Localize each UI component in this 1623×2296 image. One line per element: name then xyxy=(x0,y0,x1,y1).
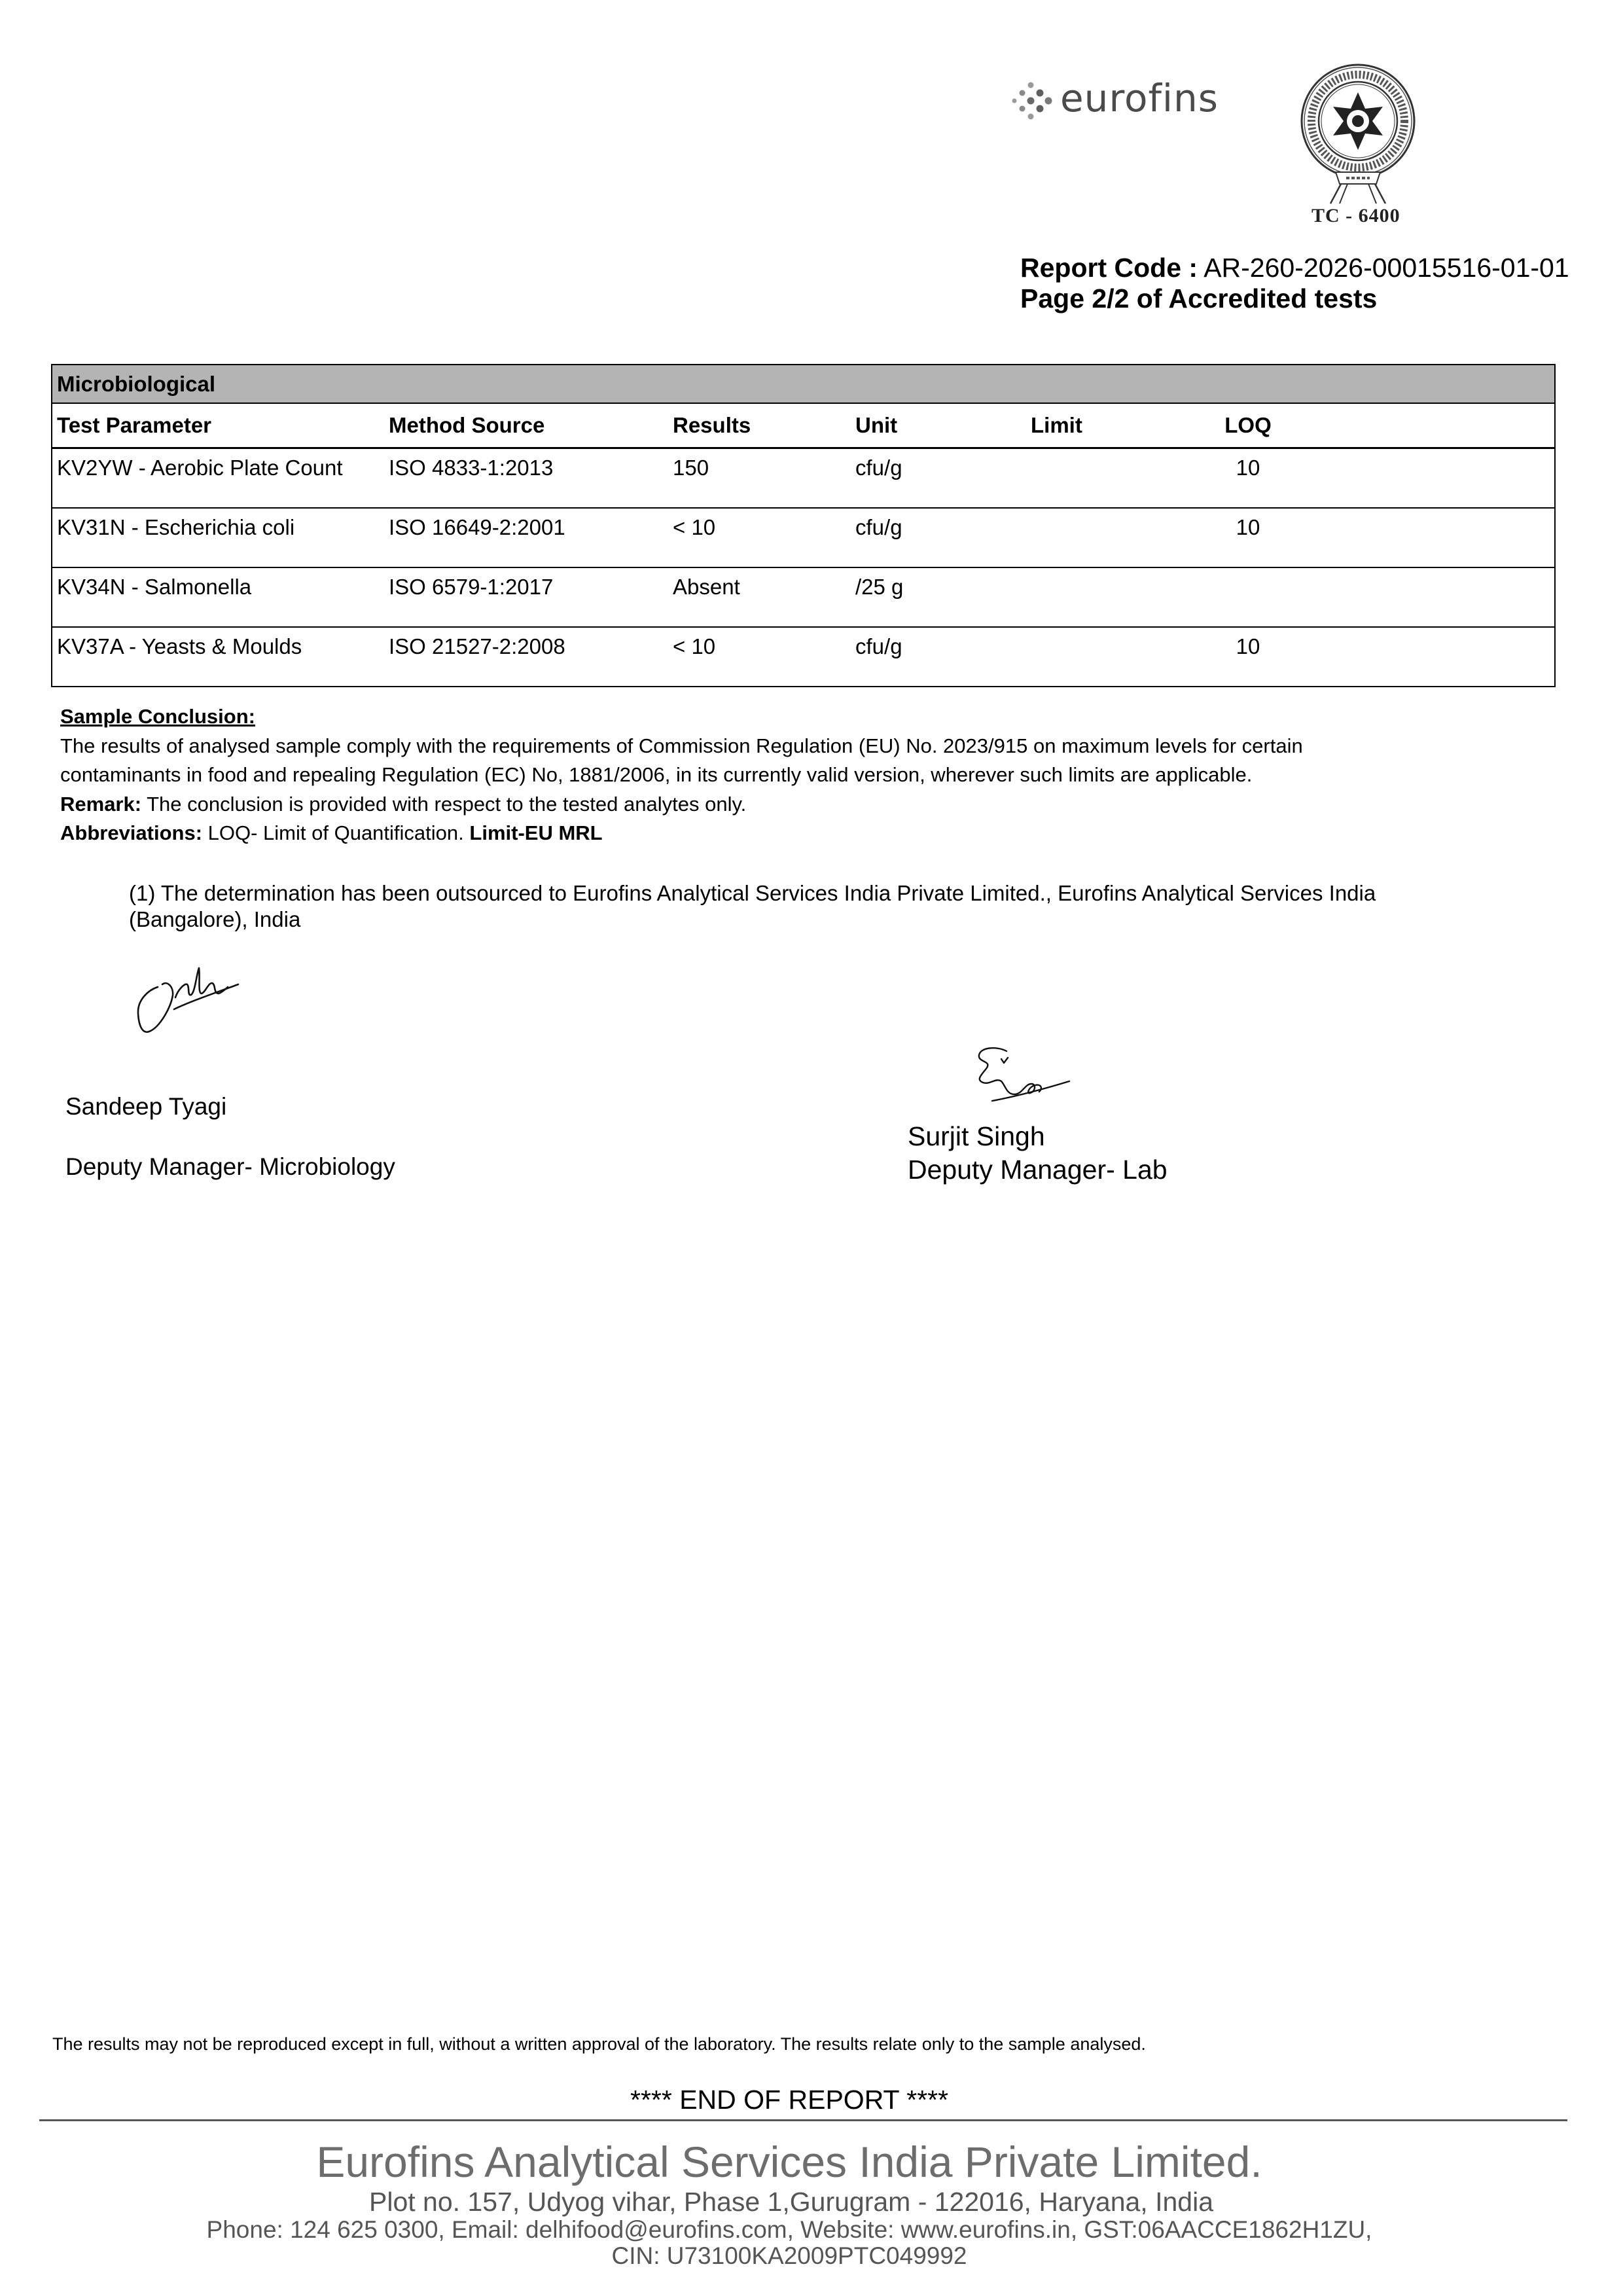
cell-result: 150 xyxy=(673,456,709,480)
seal-code: TC - 6400 xyxy=(1311,205,1400,226)
cell-result: < 10 xyxy=(673,634,716,658)
cell-parameter: KV37A - Yeasts & Moulds xyxy=(57,634,302,658)
cell-result: Absent xyxy=(673,575,740,599)
conclusion-text: The results of analysed sample comply with the requirements of Commission Regulation (EU) No. 2023/915 on maximum levels for certain contaminants in food and repealing Regulation (EC) No, 1881/2006, in its currently valid version, wherever such limits are applicable. xyxy=(60,734,1303,786)
table-row xyxy=(52,509,1554,568)
cell-method: ISO 16649-2:2001 xyxy=(389,515,565,539)
company-contact: Phone: 124 625 0300, Email: delhifood@eurofins.com, Website: www.eurofins.in, GST:06AACCE1862H1ZU, xyxy=(206,2216,1372,2243)
results-table xyxy=(51,364,1556,687)
table-header-row xyxy=(52,404,1554,449)
cell-method: ISO 6579-1:2017 xyxy=(389,575,554,599)
signatory-title: Deputy Manager- Lab xyxy=(908,1155,1168,1185)
eurofins-dots-icon xyxy=(1010,80,1052,122)
column-header: LOQ xyxy=(1224,413,1272,437)
column-header: Limit xyxy=(1031,413,1082,437)
sample-conclusion xyxy=(60,702,1389,848)
signatory-name: Sandeep Tyagi xyxy=(65,1093,227,1120)
outsource-note: (1) The determination has been outsourced to Eurofins Analytical Services India Private Limited., Eurofins Analytical Services India (Bangalore), India xyxy=(129,881,1376,931)
cell-result: < 10 xyxy=(673,515,716,539)
abbreviations-line xyxy=(60,819,1389,848)
table-row xyxy=(52,628,1554,686)
company-name: Eurofins Analytical Services India Private Limited. xyxy=(316,2138,1262,2186)
cell-loq: 10 xyxy=(1236,634,1260,658)
column-header: Test Parameter xyxy=(57,413,212,437)
table-row xyxy=(52,568,1554,628)
company-address: Plot no. 157, Udyog vihar, Phase 1,Gurugram - 122016, Haryana, India xyxy=(369,2187,1213,2217)
signature-sandeep-tyagi xyxy=(128,961,246,1043)
cell-loq: 10 xyxy=(1236,456,1260,480)
company-cin: CIN: U73100KA2009PTC049992 xyxy=(611,2242,967,2269)
cell-parameter: KV2YW - Aerobic Plate Count xyxy=(57,456,343,480)
accreditation-seal-icon xyxy=(1293,62,1423,207)
conclusion-heading: Sample Conclusion: xyxy=(60,705,255,728)
remark-text: The conclusion is provided with respect to the tested analytes only. xyxy=(147,792,747,816)
report-code xyxy=(1020,252,1569,284)
cell-unit: cfu/g xyxy=(855,515,902,539)
cell-loq: 10 xyxy=(1236,515,1260,539)
cell-unit: cfu/g xyxy=(855,456,902,480)
footer-disclaimer: The results may not be reproduced except in full, without a written approval of the laboratory. The results relate only to the sample analysed. xyxy=(52,2034,1146,2054)
end-of-report: **** END OF REPORT **** xyxy=(630,2085,949,2115)
cell-parameter: KV31N - Escherichia coli xyxy=(57,515,295,539)
report-code-label: Report Code : xyxy=(1020,253,1198,283)
abbreviations-text: LOQ- Limit of Quantification. xyxy=(207,821,464,844)
page-info: Page 2/2 of Accredited tests xyxy=(1020,283,1378,314)
cell-method: ISO 21527-2:2008 xyxy=(389,634,565,658)
column-header: Results xyxy=(673,413,751,437)
abbreviations-bold: Limit-EU MRL xyxy=(469,821,603,844)
column-header: Unit xyxy=(855,413,898,437)
cell-unit: cfu/g xyxy=(855,634,902,658)
remark-label: Remark: xyxy=(60,792,142,816)
table-row xyxy=(52,449,1554,509)
signature-surjit-singh xyxy=(967,1041,1079,1113)
signatory-name: Surjit Singh xyxy=(908,1121,1045,1151)
report-code-value: AR-260-2026-00015516-01-01 xyxy=(1204,253,1569,283)
signatory-title: Deputy Manager- Microbiology xyxy=(65,1153,395,1180)
remark-line xyxy=(60,790,1389,819)
eurofins-logo-wordmark: eurofins xyxy=(1060,76,1219,120)
table-section-header: Microbiological xyxy=(52,365,1554,404)
abbreviations-label: Abbreviations: xyxy=(60,821,203,844)
column-header: Method Source xyxy=(389,413,545,437)
cell-parameter: KV34N - Salmonella xyxy=(57,575,252,599)
cell-unit: /25 g xyxy=(855,575,904,599)
cell-method: ISO 4833-1:2013 xyxy=(389,456,554,480)
footer-divider xyxy=(39,2119,1567,2121)
